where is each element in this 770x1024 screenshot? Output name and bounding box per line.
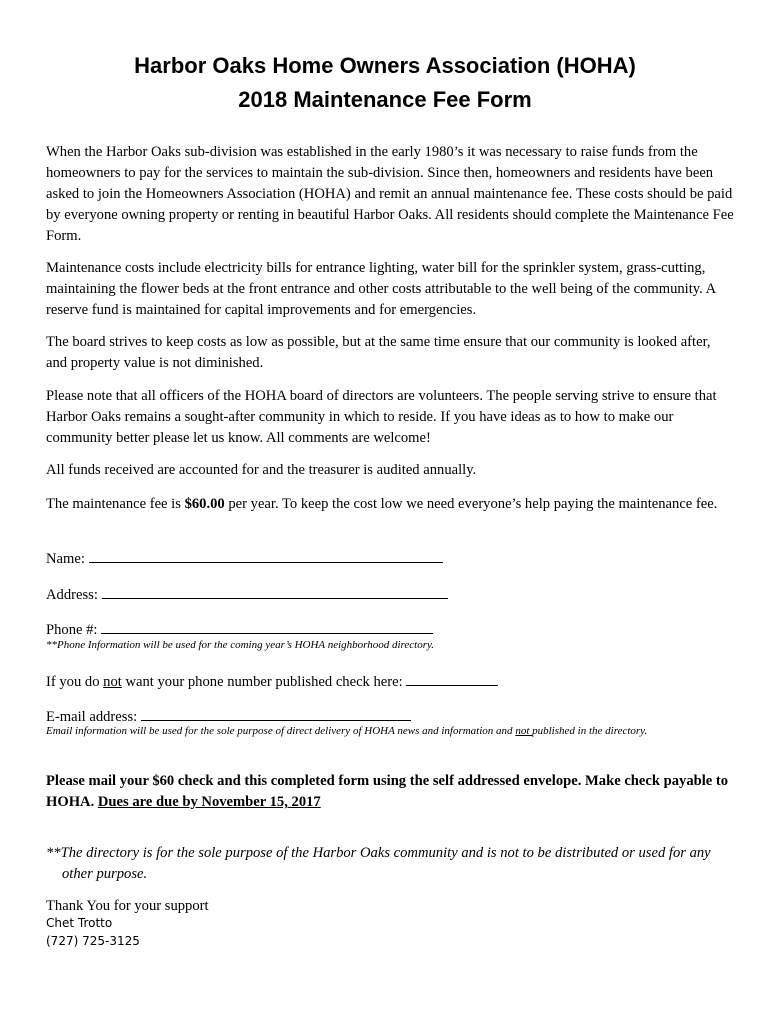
optout-not: not	[103, 674, 122, 690]
optout-text-pre: If you do	[46, 674, 104, 690]
fee-text-pre: The maintenance fee is	[46, 496, 185, 512]
phone-optout-row	[46, 671, 498, 693]
name-label: Name:	[46, 551, 85, 567]
association-title: Harbor Oaks Home Owners Association (HOHA)	[134, 53, 636, 78]
costs-paragraph: Maintenance costs include electricity bills for entrance lighting, water bill for the sprinkler system, grass-cutting, maintaining the flower beds at the front entrance and other costs attributable to the well being of the community. A reserve fund is maintained for capital improvements and for emergencies.	[46, 260, 716, 318]
thanks-text: Thank You for your support	[46, 898, 209, 914]
phone-field[interactable]	[101, 619, 433, 634]
address-field-row	[46, 584, 448, 606]
audit-paragraph: All funds received are accounted for and the treasurer is audited annually.	[46, 462, 477, 478]
volunteers-paragraph: Please note that all officers of the HOHA board of directors are volunteers. The people serving strive to ensure that Harbor Oaks remains a sought-after community in which to reside. If you have ideas as to how to make our community better please let us know. All comments are welcome!	[46, 388, 717, 446]
email-note-not: not	[515, 725, 533, 737]
email-note	[46, 724, 706, 739]
phone-label: Phone #:	[46, 622, 98, 638]
board-paragraph: The board strives to keep costs as low as possible, but at the same time ensure that our community is looked after, and property value is not diminished.	[46, 334, 711, 371]
phone-note: **Phone Information will be used for the coming year’s HOHA neighborhood directory.	[46, 639, 435, 651]
fee-text-post: per year. To keep the cost low we need everyone’s help paying the maintenance fee.	[224, 496, 718, 512]
address-field[interactable]	[102, 584, 448, 599]
optout-text-post: want your phone number published check here:	[121, 674, 403, 690]
mail-instructions	[46, 771, 734, 813]
directory-note: **The directory is for the sole purpose of the Harbor Oaks community and is not to be distributed or used for any other purpose.	[46, 845, 711, 882]
name-field[interactable]	[89, 548, 443, 563]
mail-text: Please mail your $60 check and this completed form using the self addressed envelope. Make check payable to HOHA.	[46, 773, 729, 810]
fee-amount: $60.00	[184, 496, 225, 512]
fee-paragraph	[46, 494, 734, 515]
signer-phone: (727) 725-3125	[46, 934, 140, 948]
form-title: 2018 Maintenance Fee Form	[238, 87, 532, 112]
address-label: Address:	[46, 587, 98, 603]
due-date-text: Dues are due by November 15, 2017	[97, 794, 321, 810]
signer-name: Chet Trotto	[46, 916, 113, 930]
email-note-pre: Email information will be used for the sole purpose of direct delivery of HOHA news and information and	[46, 725, 516, 737]
email-field[interactable]	[141, 706, 411, 721]
email-note-post: published in the directory.	[532, 725, 648, 737]
intro-paragraph: When the Harbor Oaks sub-division was established in the early 1980’s it was necessary to raise funds from the homeowners to pay for the services to maintain the sub-division. Since then, homeowners and residents have been asked to join the Homeowners Association (HOHA) and remit an annual maintenance fee. These costs should be paid by everyone owning property or renting in beautiful Harbor Oaks. All residents should complete the Maintenance Fee Form.	[46, 144, 734, 244]
name-field-row	[46, 548, 443, 570]
email-label: E-mail address:	[46, 709, 138, 725]
phone-optout-checkbox[interactable]	[406, 671, 498, 686]
